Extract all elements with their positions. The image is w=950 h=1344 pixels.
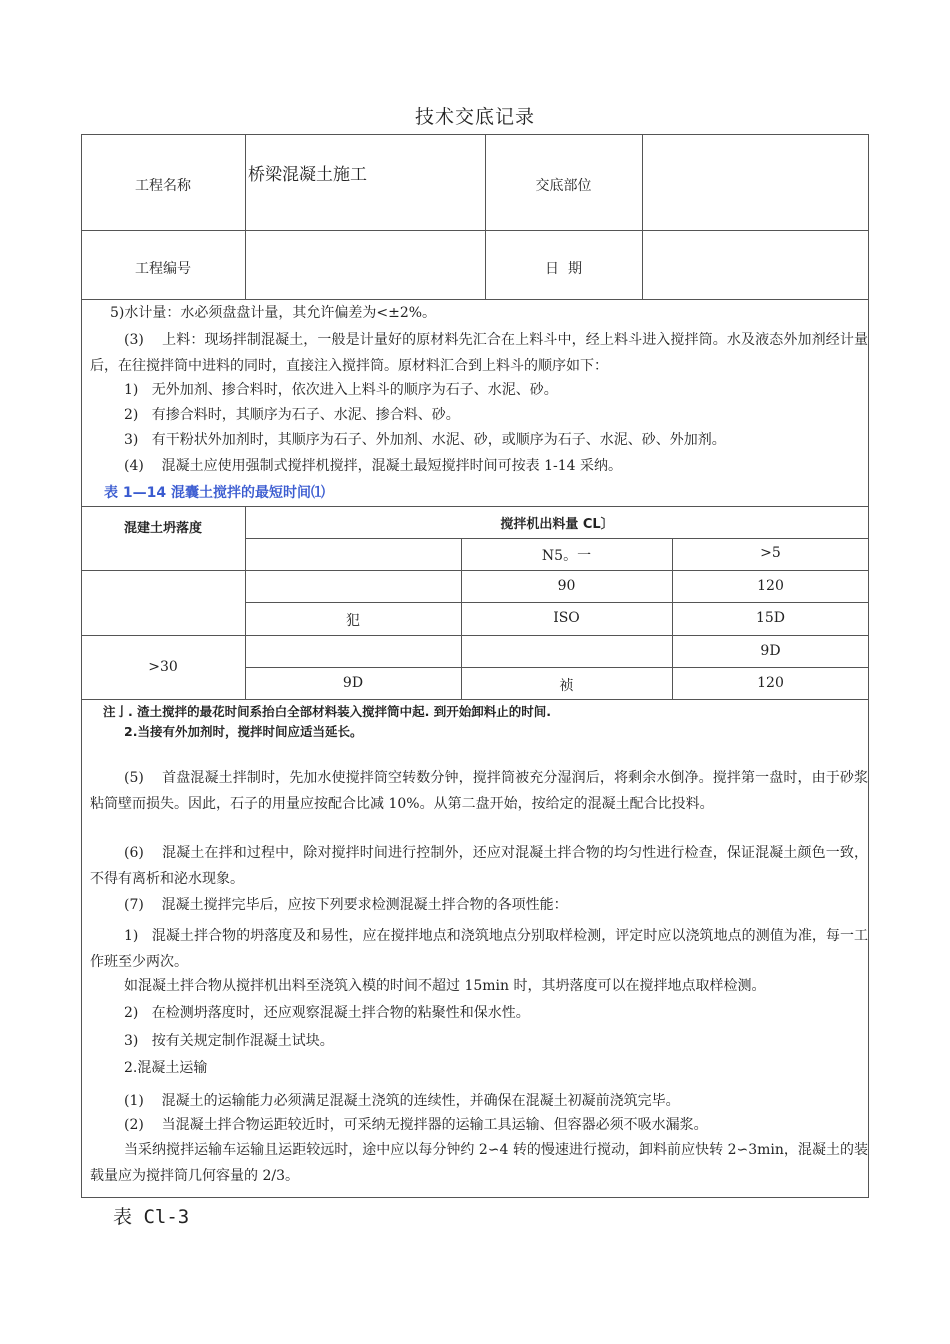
table-cell: 120 [757,675,784,691]
paragraph: 5)水计量：水必须盘盘计量，其允许偏差为<±2%。 [110,305,437,321]
paragraph: (5) 首盘混凝土拌制时，先加水使搅拌筒空转数分钟，搅拌筒被充分湿润后，将剩余水倒净。搅拌第一盘时，由于砂浆粘筒壁而损失。因此，石子的用量应按配合比减 10%。从第二盘开始，按给定的混凝土配合比投料。 [90,770,868,812]
paragraph: (3) 上料：现场拌制混凝土，一般是计量好的原材料先汇合在上料斗中，经上料斗进入搅拌筒。水及液态外加剂经计量后，在往搅拌筒中进料的同时，直接注入搅拌筒。原材料汇合到上料斗的顺序如下： [90,332,868,374]
project-no-label: 工程编号 [135,261,191,277]
paragraph: 3) 有干粉状外加剂时，其顺序为石子、外加剂、水泥、砂，或顺序为石子、水泥、砂、外加剂。 [124,432,726,448]
table-line [245,602,869,603]
paragraph: (6) 混凝土在拌和过程中，除对搅拌时间进行控制外，还应对混凝土拌合物的均匀性进行检查，保证混凝土颜色一致，不得有离析和泌水现象。 [90,845,868,887]
table-line [245,538,869,539]
table-cell: 15D [755,610,786,626]
grid-line [245,134,246,299]
table-cell: 90 [557,578,576,594]
table-caption: 表 1—14 混囊土搅拌的最短时间⑴ [104,485,325,501]
table-cell: 9D [760,643,781,659]
table-line [81,699,869,700]
paragraph: 如混凝土拌合物从搅拌机出料至浇筑入模的时间不超过 15min 时，其坍落度可以在搅拌地点取样检测。 [124,978,766,994]
table-line [81,570,869,571]
paragraph: 2) 在检测坍落度时，还应观察混凝土拌合物的粘聚性和保水性。 [124,1005,530,1021]
paragraph: 1) 无外加剂、掺合料时，依次进入上料斗的顺序为石子、水泥、砂。 [124,382,558,398]
table-cell: 9D [342,675,364,691]
table-cell: 祯 [559,678,574,694]
table-header-slump: 混建土坍落度 [123,521,202,536]
table-cell: >30 [148,659,178,675]
table-subheader: >5 [760,545,781,561]
document-title: 技术交底记录 [414,106,535,128]
grid-line [642,134,643,299]
paragraph: 当采纳搅拌运输车运输且运距较远时，途中应以每分钟约 2∽4 转的慢速进行搅动，卸料前应快转 2∽3min，混凝土的装载量应为搅拌筒几何容量的 2/3。 [90,1142,868,1184]
paragraph: 3) 按有关规定制作混凝土试块。 [124,1033,334,1049]
date-label: 日 期 [545,261,582,277]
table-line [245,667,869,668]
paragraph: 1) 混凝土拌合物的坍落度及和易性，应在搅拌地点和浇筑地点分别取样检测，评定时应以浇筑地点的测值为准，每一工作班至少两次。 [90,928,868,970]
table-line [245,506,246,699]
table-note: 注亅. 渣土搅拌的最花时间系抬白全部材料装入搅拌筒中起. 到开始卸料止的时间. [103,704,551,719]
paragraph: 2) 有掺合料时，其顺序为石子、水泥、掺合料、砂。 [124,407,460,423]
paragraph: (4) 混凝土应使用强制式搅拌机搅拌，混凝土最短搅拌时间可按表 1-14 采纳。 [124,458,622,474]
project-name-label: 工程名称 [135,178,191,194]
table-line [81,506,869,507]
section-heading: 2.混凝土运输 [124,1060,208,1076]
table-header-capacity: 搅拌机出料量 CL〕 [500,517,614,532]
location-label: 交底部位 [535,178,592,194]
table-cell: 犯 [346,613,360,629]
table-note: 2.当接有外加剂时，搅拌时间应适当延长。 [124,724,363,739]
project-name-value: 桥梁混凝土施工 [248,165,367,185]
table-cell: ISO [553,610,580,626]
paragraph: (7) 混凝土搅拌完毕后，应按下列要求检测混凝土拌合物的各项性能： [124,897,568,913]
table-cell: 120 [757,578,784,594]
grid-line [81,230,869,231]
paragraph: (2) 当混凝土拌合物运距较近时，可采纳无搅拌器的运输工具运输、但容器必须不吸水漏浆。 [124,1117,708,1133]
table-line [81,635,869,636]
paragraph: (1) 混凝土的运输能力必须满足混凝土浇筑的连续性，并确保在混凝土初凝前浇筑完毕。 [124,1093,680,1109]
table-subheader: N5。一 [541,548,592,564]
form-code: 表 Cl-3 [113,1206,190,1228]
